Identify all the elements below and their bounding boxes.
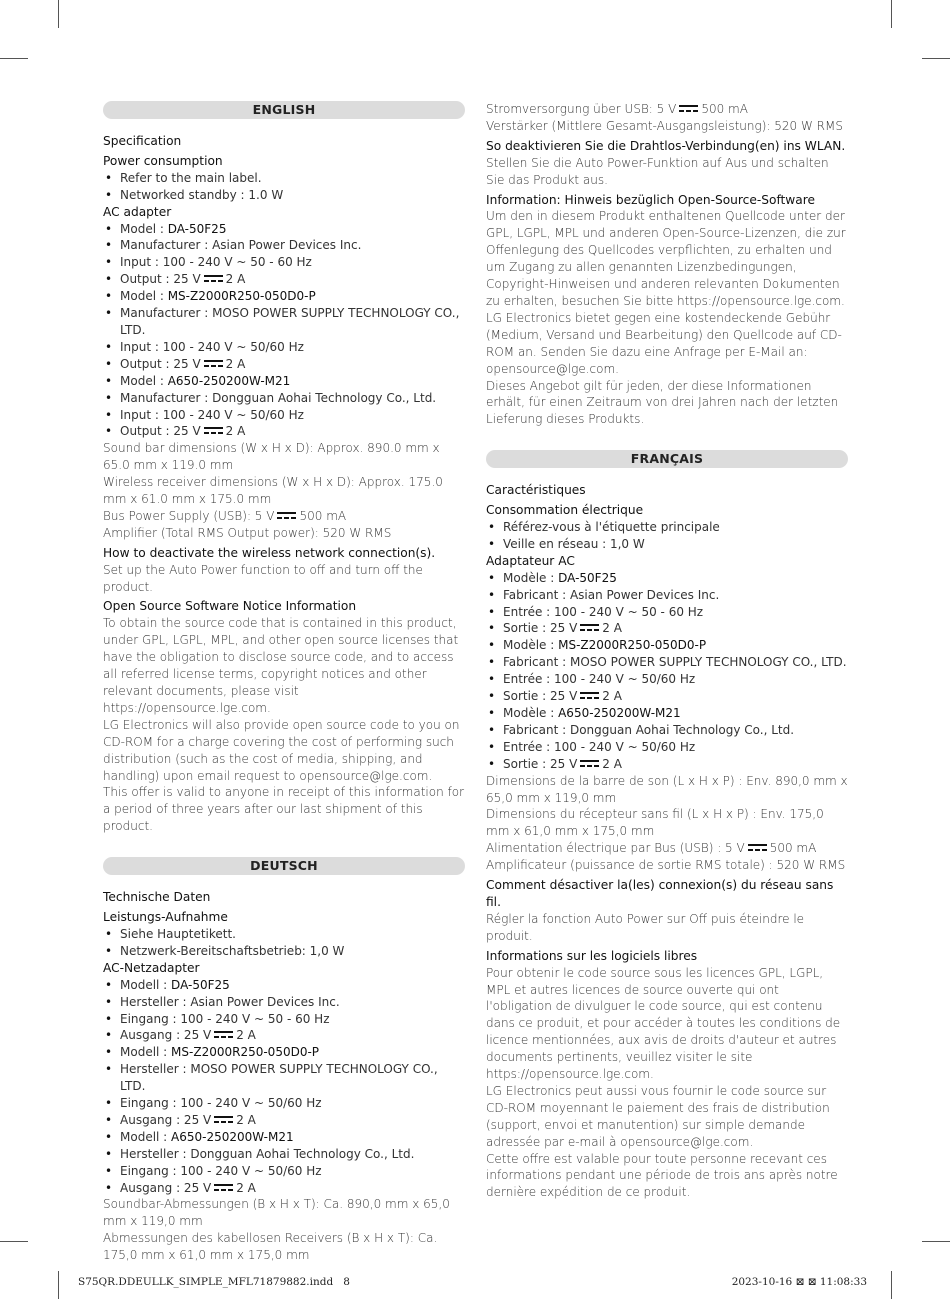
adapter-list-item [486,688,848,705]
list-item: • Référez-vous à l'étiquette principale [486,519,848,536]
crop-mark [891,0,892,28]
adapter-item-label: Eingang : 100 - 240 V ~ 50 - 60 Hz [120,1011,330,1026]
power-title: Leistungs-Aufnahme [103,910,228,925]
adapter-item-label: Manufacturer : Asian Power Devices Inc. [120,238,362,253]
soundbar-dimensions: Dimensions de la barre de son (L x H x P) : Env. 890,0 mm x 65,0 mm x 119,0 mm [486,773,848,805]
dc-symbol-icon [580,692,599,699]
adapter-list-item [486,671,848,688]
footer-filename: S75QR.DDEULLK_SIMPLE_MFL71879882.indd 8 [78,1276,350,1288]
adapter-list-item [486,620,848,637]
right-column [486,101,848,1201]
adapter-list-item [103,1011,465,1028]
model-number: DA-50F25 [167,221,227,236]
list-item: • Siehe Hauptetikett. [103,926,465,943]
adapter-item-label: Output : 25 V [120,356,201,371]
adapter-item-label: Entrée : 100 - 240 V ~ 50 - 60 Hz [503,604,704,619]
power-title: Consommation électrique [486,503,644,518]
amplifier: Amplifier (Total RMS Output power): 520 W RMS [103,525,392,540]
dc-symbol-icon [214,1031,233,1038]
adapter-list-item [103,288,465,305]
deutsch-section [103,857,465,1264]
adapter-list-item [103,390,465,407]
adapter-list-item [103,339,465,356]
english-section [103,101,465,835]
model-number: DA-50F25 [171,977,230,992]
dc-symbol-icon [277,512,296,519]
adapter-title: Adaptateur AC [486,553,575,568]
adapter-item-label: Entrée : 100 - 240 V ~ 50/60 Hz [503,739,696,754]
dc-symbol-icon [679,105,698,112]
oss-paragraph: LG Electronics bietet gegen eine kostendeckende Gebühr (Medium, Versand und Bearbeitung) den Quellcode auf CD-ROM an. Senden Sie dazu eine Anfrage per E-Mail an: opensource@lge.com. [486,310,842,376]
deactivate-title: So deaktivieren Sie die Drahtlos-Verbindung(en) ins WLAN. [486,138,846,153]
adapter-item-label: Model : [120,221,168,236]
bus-power-supply [486,101,848,118]
adapter-item-label: Sortie : 25 V [503,756,578,771]
adapter-item-value: 2 A [236,1028,256,1043]
adapter-item-label: Model : [120,289,168,304]
adapter-list-item [103,1027,465,1044]
model-number: MS-Z2000R250-050D0-P [558,638,707,653]
section-band-francais: FRANÇAIS [486,450,848,468]
list-item: • Netzwerk-Bereitschaftsbetrieb: 1,0 W [103,943,465,960]
oss-paragraph: Um den in diesem Produkt enthaltenen Quellcode unter der GPL, LGPL, MPL und anderen Open-Source-Lizenzen, die zur Offenlegung des Quellcodes verpflichten, zu erhalten und um Zugang zu allen genannten Lizenzbedingungen, Copyright-Hinweisen und anderen relevanten Dokumenten zu erhalten, besuchen Sie bitte https://opensource.lge.com. [486,209,846,308]
adapter-item-value: 2 A [602,621,622,636]
bus-power-label: Stromversorgung über USB: 5 V [486,102,677,116]
adapter-list-item [103,221,465,238]
adapter-list [103,221,465,441]
francais-section [486,450,848,1201]
model-number: A650-250200W-M21 [171,1129,294,1144]
adapter-item-label: Fabricant : Dongguan Aohai Technology Co., Ltd. [503,722,795,737]
adapter-list [486,570,848,773]
adapter-item-label: Sortie : 25 V [503,621,578,636]
adapter-item-label: Ausgang : 25 V [120,1180,212,1195]
adapter-list-item [103,407,465,424]
adapter-list-item [103,1044,465,1061]
oss-paragraph: LG Electronics peut aussi vous fournir le code source sur CD-ROM moyennant le paiement des frais de distribution (support, envoi et manutention) sur simple demande adressée par e-mail à opensource@lge.com. [486,1083,830,1149]
receiver-dimensions: Wireless receiver dimensions (W x H x D): Approx. 175.0 mm x 61.0 mm x 175.0 mm [103,475,443,507]
bus-power-value: 500 mA [701,102,748,116]
power-list [103,170,465,204]
adapter-list-item [486,739,848,756]
adapter-list-item [486,654,848,671]
adapter-item-label: Entrée : 100 - 240 V ~ 50/60 Hz [503,672,696,687]
adapter-item-label: Manufacturer : Dongguan Aohai Technology Co., Ltd. [120,390,437,405]
adapter-list-item [486,722,848,739]
list-item: • Refer to the main label. [103,170,465,187]
spec-title: Specification [103,134,182,148]
bus-power-supply [486,840,848,857]
deactivate-title: How to deactivate the wireless network connection(s). [103,545,436,560]
adapter-item-label: Input : 100 - 240 V ~ 50/60 Hz [120,339,304,354]
adapter-list-item [103,1112,465,1129]
power-title: Power consumption [103,153,223,168]
list-item: • Veille en réseau : 1,0 W [486,536,848,553]
adapter-list-item [103,237,465,254]
adapter-list-item [486,604,848,621]
crop-mark [0,1241,28,1242]
adapter-list-item [103,1095,465,1112]
adapter-item-label: Output : 25 V [120,424,201,439]
adapter-item-label: Modell : [120,1129,172,1144]
adapter-item-label: Hersteller : Dongguan Aohai Technology Co., Ltd. [120,1146,415,1161]
crop-mark [891,1271,892,1299]
adapter-list-item [103,994,465,1011]
adapter-item-label: Model : [120,373,168,388]
adapter-item-value: 2 A [602,689,622,704]
adapter-item-label: Sortie : 25 V [503,689,578,704]
power-list [103,926,465,960]
adapter-item-value: 2 A [236,1112,256,1127]
adapter-list-item [103,1180,465,1197]
receiver-dimensions: Dimensions du récepteur sans fil (L x H x P) : Env. 175,0 mm x 61,0 mm x 175,0 mm [486,807,824,839]
oss-paragraph: This offer is valid to anyone in receipt of this information for a period of three years after our last shipment of this product. [103,785,465,834]
adapter-item-label: Ausgang : 25 V [120,1112,212,1127]
adapter-list-item [486,705,848,722]
dc-symbol-icon [580,760,599,767]
adapter-list-item [103,305,465,339]
soundbar-dimensions: Sound bar dimensions (W x H x D): Approx. 890.0 mm x 65.0 mm x 119.0 mm [103,441,440,473]
oss-paragraph: Cette offre est valable pour toute personne recevant ces informations pendant une période de trois ans après notre dernière expédition de ce produit. [486,1151,838,1200]
adapter-item-value: 2 A [602,756,622,771]
adapter-list-item [103,977,465,994]
soundbar-dimensions: Soundbar-Abmessungen (B x H x T): Ca. 890,0 mm x 65,0 mm x 119,0 mm [103,1197,450,1229]
deactivate-title: Comment désactiver la(les) connexion(s) du réseau sans fil. [486,878,834,909]
adapter-item-label: Eingang : 100 - 240 V ~ 50/60 Hz [120,1096,322,1111]
adapter-title: AC-Netzadapter [103,960,200,975]
oss-paragraph: To obtain the source code that is contained in this product, under GPL, LGPL, MPL, and other open source licenses that have the obligation to disclose source code, and to access all referred license terms, copyright notices and other relevant documents, please visit https://opensource.lge.com. [103,616,459,715]
dc-symbol-icon [204,360,223,367]
adapter-item-value: 2 A [225,356,246,371]
section-band-deutsch: DEUTSCH [103,857,465,875]
receiver-dimensions: Abmessungen des kabellosen Receivers (B x H x T): Ca. 175,0 mm x 61,0 mm x 175,0 mm [103,1231,438,1263]
dc-symbol-icon [580,624,599,631]
crop-mark [58,1271,59,1299]
adapter-list-item [486,587,848,604]
dc-symbol-icon [204,275,223,282]
model-number: MS-Z2000R250-050D0-P [171,1045,320,1060]
list-item: • Networked standby : 1.0 W [103,187,465,204]
adapter-item-label: Input : 100 - 240 V ~ 50 - 60 Hz [120,255,312,270]
adapter-item-label: Modell : [120,977,172,992]
footer-timestamp: 2023-10-16 ⊠ ⊠ 11:08:33 [731,1276,867,1288]
adapter-item-label: Modèle : [503,706,559,720]
adapter-item-label: Hersteller : Asian Power Devices Inc. [120,994,340,1009]
adapter-list-item [486,570,848,587]
oss-paragraph: LG Electronics will also provide open source code to you on CD-ROM for a charge covering the cost of performing such distribution (such as the cost of media, shipping, and handling) upon email request to opensource@lge.com. [103,717,460,783]
spec-title: Technische Daten [103,890,211,905]
adapter-item-label: Modèle : [503,638,559,653]
adapter-list-item [103,254,465,271]
deactivate-text: Set up the Auto Power function to off and turn off the product. [103,562,423,594]
model-number: MS-Z2000R250-050D0-P [167,289,316,304]
bus-power-label: Alimentation électrique par Bus (USB) : 5 V [486,841,745,856]
adapter-item-label: Modèle : [503,570,559,585]
amplifier: Amplificateur (puissance de sortie RMS totale) : 520 W RMS [486,858,846,873]
adapter-list [103,977,465,1197]
adapter-list-item [103,1163,465,1180]
oss-title: Information: Hinweis bezüglich Open-Source-Software [486,192,815,207]
deactivate-text: Régler la fonction Auto Power sur Off puis éteindre le produit. [486,911,805,943]
adapter-list-item [103,1129,465,1146]
adapter-item-label: Manufacturer : MOSO POWER SUPPLY TECHNOLOGY CO., LTD. [120,306,460,337]
left-column [103,101,465,1264]
section-band-english: ENGLISH [103,101,465,119]
adapter-list-item [486,756,848,773]
spec-title: Caractéristiques [486,483,586,498]
model-number: A650-250200W-M21 [558,706,681,720]
oss-title: Open Source Software Notice Information [103,599,357,614]
adapter-list-item [103,423,465,440]
bus-power-value: 500 mA [299,508,347,523]
model-number: DA-50F25 [558,570,617,585]
dc-symbol-icon [214,1116,233,1123]
bus-power-supply [103,508,465,525]
adapter-item-label: Hersteller : MOSO POWER SUPPLY TECHNOLOGY CO., LTD. [120,1062,438,1094]
adapter-list-item [103,1061,465,1095]
crop-mark [922,58,950,59]
deactivate-text: Stellen Sie die Auto Power-Funktion auf Aus und schalten Sie das Produkt aus. [486,155,829,187]
adapter-item-label: Fabricant : Asian Power Devices Inc. [503,587,720,602]
model-number: A650-250200W-M21 [167,373,291,388]
crop-mark [922,1241,950,1242]
crop-mark [0,58,28,59]
bus-power-label: Bus Power Supply (USB): 5 V [103,508,275,523]
bus-power-value: 500 mA [769,841,817,856]
oss-title: Informations sur les logiciels libres [486,948,698,963]
adapter-item-value: 2 A [225,424,246,439]
adapter-item-label: Ausgang : 25 V [120,1028,212,1043]
amplifier: Verstärker (Mittlere Gesamt-Ausgangsleistung): 520 W RMS [486,118,843,133]
adapter-item-label: Output : 25 V [120,272,201,287]
crop-mark [58,0,59,28]
adapter-list-item [103,373,465,390]
adapter-item-value: 2 A [236,1180,256,1195]
adapter-item-label: Fabricant : MOSO POWER SUPPLY TECHNOLOGY CO., LTD. [503,655,847,670]
adapter-item-value: 2 A [225,272,246,287]
adapter-list-item [103,271,465,288]
adapter-list-item [103,1146,465,1163]
adapter-item-label: Input : 100 - 240 V ~ 50/60 Hz [120,407,304,422]
oss-paragraph: Pour obtenir le code source sous les licences GPL, LGPL, MPL et autres licences de source ouverte qui ont l'obligation de divulguer le code source, qui est contenu dans ce produit, et pour accéder à toutes les conditions de licence mentionnées, aux avis de droits d'auteur et autres documents pertinents, veuillez visiter le site https://opensource.lge.com. [486,965,841,1082]
dc-symbol-icon [214,1184,233,1191]
adapter-item-label: Modell : [120,1045,172,1060]
dc-symbol-icon [748,844,767,851]
adapter-title: AC adapter [103,204,172,219]
adapter-list-item [103,356,465,373]
oss-paragraph: Dieses Angebot gilt für jeden, der diese Informationen erhält, für einen Zeitraum von drei Jahren nach der letzten Lieferung dieses Produkts. [486,378,839,427]
deutsch-section-continued [486,101,848,428]
adapter-item-label: Eingang : 100 - 240 V ~ 50/60 Hz [120,1163,322,1178]
adapter-list-item [486,637,848,654]
power-list [486,519,848,553]
dc-symbol-icon [204,427,223,434]
